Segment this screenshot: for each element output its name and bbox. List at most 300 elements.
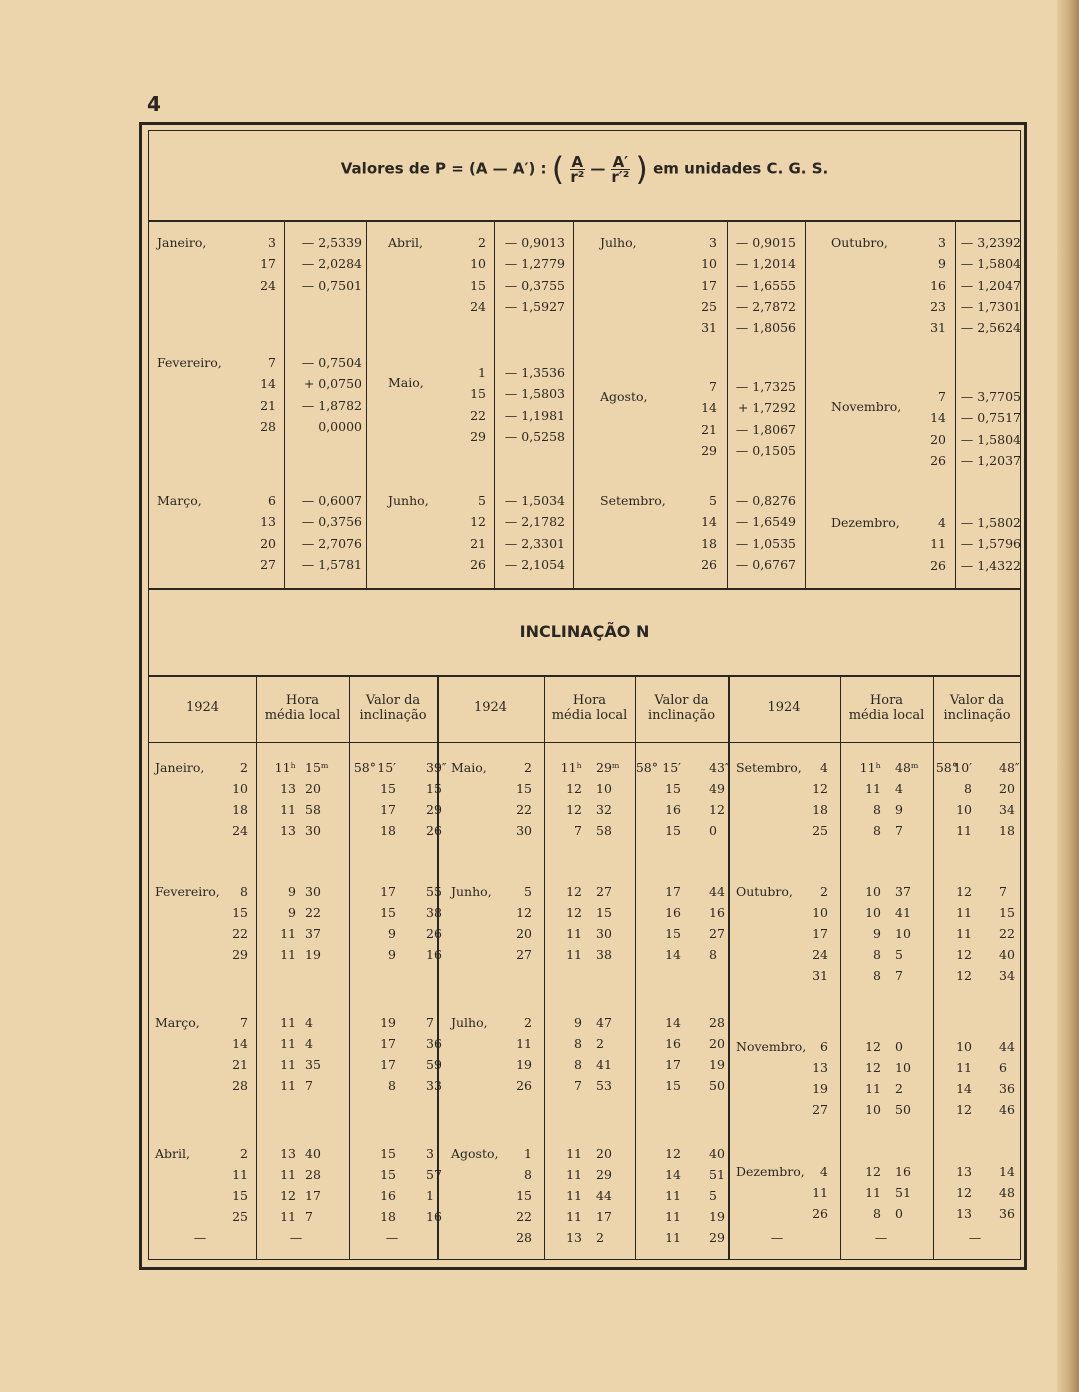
- arcsec-cell: 40: [999, 947, 1015, 962]
- dash-mark: —: [385, 1230, 399, 1245]
- arcmin-cell: 15: [380, 905, 396, 920]
- day-cell: 2: [240, 1146, 248, 1161]
- value-cell: — 2,1054: [504, 556, 565, 572]
- arcmin-cell: 14: [956, 1081, 972, 1096]
- day-cell: 12: [812, 781, 828, 796]
- value-cell: — 1,5802: [960, 515, 1021, 530]
- frac-num: A′: [612, 152, 629, 171]
- minute-cell: 40: [305, 1146, 321, 1161]
- arcsec-cell: 34: [999, 802, 1015, 817]
- hour-cell: 11: [280, 1036, 296, 1051]
- value-cell: — 2,0284: [301, 256, 362, 272]
- day-cell: 2: [820, 884, 828, 899]
- minute-cell: 27: [596, 884, 612, 899]
- value-cell: + 1,7292: [737, 400, 796, 416]
- day-cell: 28: [232, 1078, 248, 1093]
- value-cell: — 0,1505: [735, 442, 796, 458]
- hour-cell: 12: [566, 884, 582, 899]
- day-cell: 28: [260, 418, 276, 434]
- day-cell: 22: [516, 802, 532, 817]
- book-spine-shadow: [1057, 0, 1079, 1392]
- minute-cell: 30: [305, 884, 321, 899]
- arcsec-cell: 48″: [999, 760, 1020, 775]
- hour-cell: 12: [280, 1188, 296, 1203]
- dash-mark: —: [193, 1230, 207, 1245]
- arcmin-cell: 15: [380, 781, 396, 796]
- minute-cell: 15ᵐ: [305, 760, 329, 775]
- arcsec-cell: 12: [709, 802, 725, 817]
- arcsec-cell: 26: [426, 823, 442, 838]
- hour-header-line1: Hora: [869, 693, 904, 708]
- month-label: Dezembro,: [736, 1164, 805, 1179]
- value-cell: — 1,5781: [301, 556, 362, 572]
- arcsec-cell: 44: [709, 884, 725, 899]
- column-rule: [805, 222, 806, 588]
- arcsec-cell: 5: [709, 1188, 717, 1203]
- hour-cell: 9: [574, 1015, 582, 1030]
- value-cell: — 1,5803: [504, 386, 565, 402]
- arcmin-cell: 15′: [377, 760, 396, 775]
- arcsec-cell: 59: [426, 1057, 442, 1072]
- minute-cell: 10: [895, 1060, 911, 1075]
- value-cell: — 1,5804: [960, 256, 1021, 272]
- value-cell: — 1,8056: [735, 320, 796, 336]
- arcmin-cell: 12: [956, 1102, 972, 1117]
- arcmin-cell: 11: [665, 1209, 681, 1224]
- day-cell: 26: [812, 1206, 828, 1221]
- value-cell: — 0,6007: [301, 493, 362, 508]
- dash-mark: —: [874, 1230, 888, 1245]
- minute-cell: 37: [895, 884, 911, 899]
- arcmin-cell: 15: [380, 1146, 396, 1161]
- minute-cell: 50: [895, 1102, 911, 1117]
- arcsec-cell: 28: [709, 1015, 725, 1030]
- day-cell: 25: [812, 823, 828, 838]
- day-cell: 14: [930, 410, 946, 426]
- day-cell: 27: [260, 556, 276, 572]
- day-cell: 5: [524, 884, 532, 899]
- minute-cell: 2: [596, 1230, 604, 1245]
- day-cell: 5: [709, 493, 717, 508]
- hour-cell: 11: [865, 781, 881, 796]
- minute-cell: 20: [305, 781, 321, 796]
- arcmin-cell: 16: [665, 905, 681, 920]
- hour-cell: 11: [280, 1209, 296, 1224]
- frac-den: r′²: [611, 167, 630, 186]
- arcmin-cell: 8: [388, 1078, 396, 1093]
- arcmin-cell: 14: [665, 1015, 681, 1030]
- day-cell: 25: [232, 1209, 248, 1224]
- hour-cell: 8: [574, 1036, 582, 1051]
- arcmin-cell: 11: [956, 1060, 972, 1075]
- minute-cell: 2: [596, 1036, 604, 1051]
- day-cell: 10: [812, 905, 828, 920]
- arcsec-cell: 8: [709, 947, 717, 962]
- arcmin-cell: 10′: [953, 760, 972, 775]
- month-label: Abril,: [388, 235, 423, 250]
- month-label: Maio,: [388, 375, 424, 390]
- day-cell: 21: [260, 397, 276, 413]
- arcmin-cell: 12: [665, 1146, 681, 1161]
- day-cell: 29: [701, 442, 717, 458]
- day-cell: 18: [701, 535, 717, 551]
- arcsec-cell: 43″: [709, 760, 730, 775]
- value-cell: — 1,5927: [504, 298, 565, 314]
- arcsec-cell: 48: [999, 1185, 1015, 1200]
- arcmin-cell: 17: [380, 884, 396, 899]
- arcsec-cell: 7: [426, 1015, 434, 1030]
- month-label: Novembro,: [736, 1039, 807, 1054]
- arcsec-cell: 46: [999, 1102, 1015, 1117]
- hour-cell: 8: [873, 968, 881, 983]
- hour-header-line1: Hora: [572, 693, 607, 708]
- day-cell: 28: [516, 1230, 532, 1245]
- arcsec-cell: 51: [709, 1167, 725, 1182]
- hour-cell: 11: [566, 1188, 582, 1203]
- table1-title: [148, 150, 1021, 188]
- day-cell: 22: [232, 926, 248, 941]
- day-cell: 31: [701, 320, 717, 336]
- day-cell: 6: [268, 493, 276, 508]
- day-cell: 15: [232, 905, 248, 920]
- value-cell: + 0,0750: [303, 376, 362, 392]
- day-cell: 11: [516, 1036, 532, 1051]
- day-cell: 7: [268, 355, 276, 370]
- minute-cell: 32: [596, 802, 612, 817]
- hour-cell: 13: [566, 1230, 582, 1245]
- hour-cell: 11: [280, 1057, 296, 1072]
- hour-cell: 11: [566, 1146, 582, 1161]
- day-cell: 19: [516, 1057, 532, 1072]
- arcmin-cell: 11: [665, 1230, 681, 1245]
- day-cell: 27: [812, 1102, 828, 1117]
- day-cell: 8: [240, 884, 248, 899]
- hour-cell: 12: [566, 802, 582, 817]
- minute-cell: 17: [596, 1209, 612, 1224]
- value-cell: 0,0000: [318, 418, 362, 434]
- arcmin-cell: 14: [665, 1167, 681, 1182]
- hour-cell: 12: [865, 1039, 881, 1054]
- arcsec-cell: 20: [999, 781, 1015, 796]
- month-label: Junho,: [388, 493, 429, 508]
- table1-bottom-rule: [148, 588, 1021, 590]
- day-cell: 17: [260, 256, 276, 272]
- month-label: Janeiro,: [157, 235, 207, 250]
- hour-cell: 8: [873, 1206, 881, 1221]
- arcsec-cell: 14: [999, 1164, 1015, 1179]
- minute-cell: 7: [305, 1209, 313, 1224]
- hour-cell: 11: [566, 1167, 582, 1182]
- value-cell: — 2,3301: [504, 535, 565, 551]
- value-header-line2: inclinação: [647, 708, 716, 723]
- month-label: Abril,: [155, 1146, 190, 1161]
- day-cell: 22: [516, 1209, 532, 1224]
- day-cell: 17: [701, 277, 717, 293]
- month-label: Julho,: [451, 1015, 488, 1030]
- arcmin-cell: 11: [956, 905, 972, 920]
- minute-cell: 47: [596, 1015, 612, 1030]
- arcsec-cell: 19: [709, 1057, 725, 1072]
- day-cell: 1: [478, 365, 486, 380]
- month-label: Agosto,: [451, 1146, 499, 1161]
- hour-cell: 11: [280, 926, 296, 941]
- minute-cell: 20: [596, 1146, 612, 1161]
- arcmin-cell: 11: [665, 1188, 681, 1203]
- day-cell: 19: [812, 1081, 828, 1096]
- day-cell: 11: [232, 1167, 248, 1182]
- minute-cell: 41: [596, 1057, 612, 1072]
- minute-cell: 30: [305, 823, 321, 838]
- month-label: Março,: [157, 493, 202, 508]
- arcmin-cell: 16: [380, 1188, 396, 1203]
- arcmin-cell: 8: [964, 781, 972, 796]
- month-label: Agosto,: [600, 389, 648, 404]
- arcmin-cell: 17: [665, 884, 681, 899]
- hour-header-line2: média local: [848, 708, 925, 723]
- hour-cell: 11: [566, 1209, 582, 1224]
- arcmin-cell: 10: [956, 1039, 972, 1054]
- value-header-line2: inclinação: [359, 708, 427, 723]
- arcsec-cell: 6: [999, 1060, 1007, 1075]
- hour-cell: 9: [288, 884, 296, 899]
- month-label: Outubro,: [831, 235, 888, 250]
- day-cell: 18: [232, 802, 248, 817]
- arcmin-cell: 17: [380, 802, 396, 817]
- table2-header-rule: [148, 742, 1021, 743]
- hour-header-line2: média local: [551, 708, 628, 723]
- hour-cell: 11: [280, 802, 296, 817]
- value-cell: — 1,4322: [960, 557, 1021, 573]
- day-cell: 14: [701, 400, 717, 416]
- minute-cell: 19: [305, 947, 321, 962]
- value-cell: — 1,2047: [960, 277, 1021, 293]
- day-cell: 15: [470, 277, 486, 293]
- month-label: Março,: [155, 1015, 200, 1030]
- value-cell: — 1,2779: [504, 256, 565, 272]
- value-cell: — 0,7501: [301, 277, 362, 293]
- day-cell: 18: [812, 802, 828, 817]
- arcsec-cell: 34: [999, 968, 1015, 983]
- day-cell: 22: [470, 407, 486, 423]
- day-cell: 26: [930, 452, 946, 468]
- arcsec-cell: 22: [999, 926, 1015, 941]
- day-cell: 14: [232, 1036, 248, 1051]
- minute-cell: 51: [895, 1185, 911, 1200]
- hour-cell: 9: [873, 926, 881, 941]
- value-header-line1: Valor da: [654, 693, 709, 708]
- title-suffix: em unidades C. G. S.: [653, 159, 829, 178]
- arcsec-cell: 16: [426, 1209, 442, 1224]
- year-header: 1924: [767, 700, 801, 715]
- hour-cell: 12: [865, 1164, 881, 1179]
- frac-den: r²: [570, 167, 585, 186]
- arcmin-cell: 9: [388, 947, 396, 962]
- day-cell: 10: [470, 256, 486, 272]
- hour-cell: 11: [566, 926, 582, 941]
- arcmin-cell: 11: [956, 823, 972, 838]
- arcsec-cell: 36: [426, 1036, 442, 1051]
- arcmin-cell: 12: [956, 1185, 972, 1200]
- value-cell: — 1,0535: [735, 535, 796, 551]
- column-rule: [284, 222, 285, 588]
- day-cell: 1: [524, 1146, 532, 1161]
- arcsec-cell: 15: [999, 905, 1015, 920]
- degree-cell: 58°: [353, 760, 376, 775]
- degree-cell: 58°: [635, 760, 658, 775]
- arcmin-cell: 14: [665, 947, 681, 962]
- dash-mark: —: [289, 1230, 303, 1245]
- day-cell: 25: [701, 298, 717, 314]
- hour-cell: 13: [280, 781, 296, 796]
- day-cell: 26: [516, 1078, 532, 1093]
- value-cell: — 1,5804: [960, 431, 1021, 447]
- minute-cell: 4: [305, 1036, 313, 1051]
- frac-num: A: [571, 152, 584, 171]
- value-cell: — 1,3536: [504, 365, 565, 380]
- arcmin-cell: 12: [956, 884, 972, 899]
- hour-cell: 11: [865, 1081, 881, 1096]
- arcmin-cell: 15: [665, 926, 681, 941]
- hour-cell: 10: [865, 905, 881, 920]
- arcsec-cell: 20: [709, 1036, 725, 1051]
- minute-cell: 30: [596, 926, 612, 941]
- table1-header-rule: [148, 220, 1021, 222]
- value-cell: — 2,5624: [960, 320, 1021, 336]
- page-number: 4: [147, 92, 161, 116]
- day-cell: 24: [470, 298, 486, 314]
- month-label: Setembro,: [736, 760, 802, 775]
- arcsec-cell: 29: [426, 802, 442, 817]
- value-cell: — 0,9015: [735, 235, 796, 250]
- value-header-line1: Valor da: [365, 693, 421, 708]
- hour-cell: 11: [280, 1015, 296, 1030]
- hour-cell: 7: [574, 823, 582, 838]
- column-rule: [366, 222, 367, 588]
- day-cell: 7: [938, 389, 946, 404]
- column-rule: [256, 676, 257, 1260]
- day-cell: 21: [232, 1057, 248, 1072]
- column-rule: [544, 676, 545, 1260]
- arcsec-cell: 29: [709, 1230, 725, 1245]
- hour-cell: 13: [280, 1146, 296, 1161]
- arcsec-cell: 19: [709, 1209, 725, 1224]
- minute-cell: 29ᵐ: [596, 760, 620, 775]
- value-cell: — 3,2392: [960, 235, 1021, 250]
- degree-cell: 58°: [935, 760, 958, 775]
- day-cell: 2: [240, 760, 248, 775]
- day-cell: 11: [812, 1185, 828, 1200]
- arcsec-cell: 44: [999, 1039, 1015, 1054]
- day-cell: 20: [516, 926, 532, 941]
- month-label: Junho,: [451, 884, 492, 899]
- arcsec-cell: 16: [426, 947, 442, 962]
- arcmin-cell: 11: [956, 926, 972, 941]
- minute-cell: 41: [895, 905, 911, 920]
- arcmin-cell: 18: [380, 823, 396, 838]
- month-label: Fevereiro,: [157, 355, 222, 370]
- month-label: Dezembro,: [831, 515, 900, 530]
- month-label: Setembro,: [600, 493, 666, 508]
- day-cell: 13: [260, 514, 276, 530]
- fraction-a: [570, 152, 586, 186]
- hour-cell: 7: [574, 1078, 582, 1093]
- hour-cell: 9: [288, 905, 296, 920]
- day-cell: 23: [930, 298, 946, 314]
- day-cell: 17: [812, 926, 828, 941]
- value-cell: — 2,5339: [301, 235, 362, 250]
- value-cell: — 1,8067: [735, 421, 796, 437]
- value-cell: — 0,6767: [735, 556, 796, 572]
- value-cell: — 1,2014: [735, 256, 796, 272]
- day-cell: 14: [260, 376, 276, 392]
- arcsec-cell: 15: [426, 781, 442, 796]
- minute-cell: 35: [305, 1057, 321, 1072]
- day-cell: 15: [470, 386, 486, 402]
- day-cell: 2: [478, 235, 486, 250]
- value-cell: — 1,8782: [301, 397, 362, 413]
- arcmin-cell: 16: [665, 802, 681, 817]
- day-cell: 29: [470, 428, 486, 444]
- day-cell: 24: [232, 823, 248, 838]
- paren-open: (: [551, 150, 565, 188]
- value-cell: — 0,5258: [504, 428, 565, 444]
- arcsec-cell: 3: [426, 1146, 434, 1161]
- arcmin-cell: 13: [956, 1206, 972, 1221]
- hour-cell: 10: [865, 884, 881, 899]
- table2-top-rule: [148, 675, 1021, 677]
- day-cell: 4: [938, 515, 946, 530]
- day-cell: 20: [930, 431, 946, 447]
- day-cell: 3: [938, 235, 946, 250]
- arcmin-cell: 15′: [662, 760, 681, 775]
- day-cell: 21: [701, 421, 717, 437]
- day-cell: 26: [701, 556, 717, 572]
- minute-cell: 28: [305, 1167, 321, 1182]
- arcmin-cell: 15: [665, 1078, 681, 1093]
- day-cell: 13: [812, 1060, 828, 1075]
- hour-cell: 10: [865, 1102, 881, 1117]
- value-cell: — 1,7325: [735, 379, 796, 394]
- value-cell: — 3,7705: [960, 389, 1021, 404]
- day-cell: 24: [260, 277, 276, 293]
- column-rule: [840, 676, 841, 1260]
- hour-cell: 11ʰ: [274, 760, 296, 775]
- minute-cell: 10: [596, 781, 612, 796]
- hour-header-line1: Hora: [285, 693, 320, 708]
- day-cell: 10: [232, 781, 248, 796]
- minute-cell: 58: [305, 802, 321, 817]
- minute-cell: 38: [596, 947, 612, 962]
- value-cell: — 0,9013: [504, 235, 565, 250]
- value-cell: — 1,5796: [960, 536, 1021, 552]
- month-label: Maio,: [451, 760, 487, 775]
- minute-cell: 16: [895, 1164, 911, 1179]
- hour-cell: 8: [873, 947, 881, 962]
- arcmin-cell: 15: [665, 823, 681, 838]
- hour-cell: 11ʰ: [560, 760, 582, 775]
- year-header: 1924: [473, 700, 508, 715]
- arcmin-cell: 10: [956, 802, 972, 817]
- day-cell: 3: [268, 235, 276, 250]
- minute-cell: 9: [895, 802, 903, 817]
- minute-cell: 10: [895, 926, 911, 941]
- arcmin-cell: 17: [380, 1057, 396, 1072]
- hour-cell: 11: [865, 1185, 881, 1200]
- value-cell: — 0,3755: [504, 277, 565, 293]
- day-cell: 30: [516, 823, 532, 838]
- hour-cell: 8: [873, 823, 881, 838]
- day-cell: 12: [470, 514, 486, 530]
